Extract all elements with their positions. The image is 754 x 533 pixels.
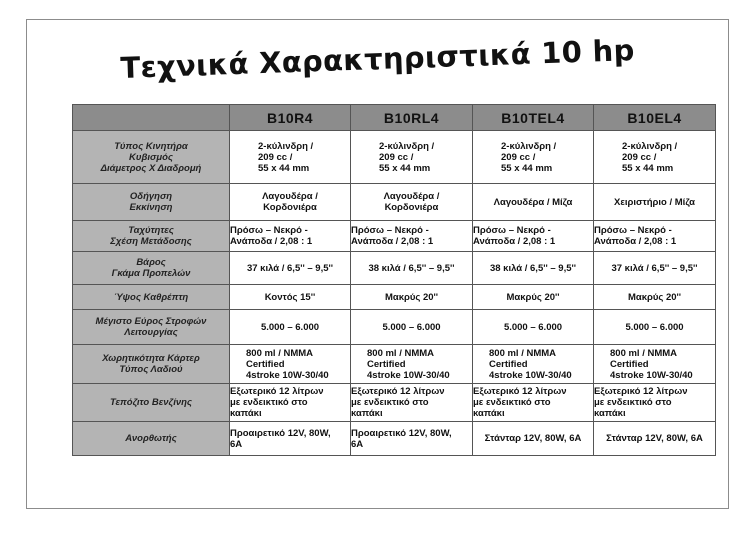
- cell-line: 2-κύλινδρη /: [379, 140, 435, 152]
- cell-line: Εξωτερικό 12 λίτρων: [594, 386, 688, 397]
- cell-line: Κορδονιέρα: [263, 202, 317, 213]
- label-line: Χωρητικότητα Κάρτερ: [102, 353, 200, 364]
- cell-line: Μακρύς 20'': [627, 291, 682, 303]
- table-cell: [351, 131, 473, 184]
- cell-line: 38 κιλά / 6,5'' – 9,5'': [368, 262, 455, 274]
- cell-line: 4stroke 10W-30/40: [610, 369, 693, 381]
- label-line: Ανορθωτής: [125, 433, 177, 444]
- table-row: [73, 285, 716, 310]
- table-cell: [230, 184, 351, 221]
- label-line: Εκκίνηση: [129, 202, 173, 213]
- cell-line: 2-κύλινδρη /: [258, 140, 314, 152]
- table-cell: [351, 285, 473, 310]
- cell-line: Λαγουδέρα /: [383, 191, 440, 202]
- cell-line: 6A: [230, 438, 243, 450]
- cell-line: Στάνταρ 12V, 80W, 6A: [606, 433, 703, 444]
- row-label: [73, 285, 230, 310]
- table-cell: [230, 131, 351, 184]
- cell-line: 37 κιλά / 6,5'' – 9,5'': [611, 262, 698, 274]
- table-cell: [594, 252, 716, 285]
- label-line: Μέγιστο Εύρος Στροφών: [95, 316, 207, 327]
- cell-line: 800 ml / NMMA: [489, 347, 557, 359]
- cell-line: Κοντός 15'': [264, 291, 316, 303]
- label-line: Ταχύτητες: [128, 225, 174, 236]
- cell-line: 800 ml / NMMA: [610, 347, 678, 359]
- cell-line: Εξωτερικό 12 λίτρων: [351, 386, 445, 397]
- table-row: [73, 252, 716, 285]
- table-cell: [594, 310, 716, 345]
- cell-line: 209 cc /: [622, 151, 657, 163]
- table-cell: [351, 221, 473, 252]
- cell-line: 5.000 – 6.000: [503, 321, 563, 333]
- cell-line: 209 cc /: [379, 151, 414, 163]
- table-cell: [351, 384, 473, 422]
- label-line: Τύπος Λαδιού: [119, 364, 183, 375]
- model-header: B10TEL4: [473, 105, 594, 131]
- cell-line: 55 x 44 mm: [501, 162, 553, 174]
- cell-line: 55 x 44 mm: [258, 162, 310, 174]
- row-label: [73, 184, 230, 221]
- label-line: Βάρος: [136, 257, 166, 268]
- table-cell: [351, 252, 473, 285]
- cell-line: 4stroke 10W-30/40: [246, 369, 329, 381]
- cell-line: Certified: [489, 358, 528, 370]
- row-label: [73, 131, 230, 184]
- cell-line: 38 κιλά / 6,5'' – 9,5'': [489, 262, 577, 274]
- cell-line: Ανάποδα / 2,08 : 1: [351, 236, 434, 247]
- table-cell: [473, 345, 594, 384]
- table-cell: [230, 384, 351, 422]
- cell-line: 2-κύλινδρη /: [622, 140, 678, 152]
- table-row: [73, 184, 716, 221]
- table-row: [73, 131, 716, 184]
- table-cell: [351, 310, 473, 345]
- cell-line: καπάκι: [473, 408, 505, 419]
- cell-line: 800 ml / NMMA: [246, 347, 314, 359]
- table-cell: [230, 285, 351, 310]
- cell-line: με ενδεικτικό στο: [351, 397, 429, 408]
- model-header: B10RL4: [351, 105, 473, 131]
- label-line: Οδήγηση: [129, 191, 173, 202]
- row-label: [73, 252, 230, 285]
- table-cell: [473, 131, 594, 184]
- cell-line: Λαγουδέρα /: [262, 191, 318, 202]
- cell-line: Κορδονιέρα: [384, 202, 439, 213]
- cell-line: Μακρύς 20'': [506, 291, 560, 303]
- label-line: Σχέση Μετάδοσης: [110, 236, 192, 247]
- cell-line: 209 cc /: [258, 151, 293, 163]
- row-label: [73, 221, 230, 252]
- table-cell: [594, 285, 716, 310]
- slide-title: Τεχνικά Χαρακτηριστικά 10 hp: [119, 33, 636, 85]
- table-cell: [473, 310, 594, 345]
- model-header: B10EL4: [594, 105, 716, 131]
- cell-line: 55 x 44 mm: [622, 162, 674, 174]
- cell-line: 5.000 – 6.000: [382, 321, 441, 333]
- cell-line: Ανάποδα / 2,08 : 1: [594, 236, 677, 247]
- cell-line: Ανάποδα / 2,08 : 1: [473, 236, 556, 247]
- spec-table: [72, 104, 716, 456]
- cell-line: Ανάποδα / 2,08 : 1: [230, 236, 313, 247]
- table-cell: [230, 310, 351, 345]
- cell-line: Certified: [610, 358, 649, 370]
- cell-line: καπάκι: [351, 408, 383, 419]
- cell-line: Προαιρετικό 12V, 80W,: [351, 427, 452, 439]
- cell-line: Εξωτερικό 12 λίτρων: [473, 386, 567, 397]
- cell-line: Μακρύς 20'': [384, 291, 439, 303]
- table-row: [73, 221, 716, 252]
- row-label: [73, 345, 230, 384]
- cell-line: 800 ml / NMMA: [367, 347, 435, 359]
- cell-line: με ενδεικτικό στο: [594, 397, 672, 408]
- label-line: Τεπόζιτο Βενζίνης: [110, 397, 192, 408]
- cell-line: Πρόσω – Νεκρό -: [351, 225, 429, 236]
- table-cell: [351, 184, 473, 221]
- cell-line: 4stroke 10W-30/40: [489, 369, 572, 381]
- label-line: Κυβισμός: [129, 151, 173, 163]
- table-cell: [594, 131, 716, 184]
- cell-line: 55 x 44 mm: [379, 162, 431, 174]
- cell-line: 4stroke 10W-30/40: [367, 369, 450, 381]
- table-cell: [230, 422, 351, 456]
- table-cell: [473, 422, 594, 456]
- table-cell: [473, 221, 594, 252]
- table-row: [73, 345, 716, 384]
- cell-line: Προαιρετικό 12V, 80W,: [230, 427, 331, 439]
- row-label: [73, 310, 230, 345]
- cell-line: Πρόσω – Νεκρό -: [473, 225, 551, 236]
- header-row: [73, 105, 716, 131]
- cell-line: 209 cc /: [501, 151, 536, 163]
- cell-line: Λαγουδέρα / Μίζα: [493, 196, 573, 208]
- cell-line: Στάνταρ 12V, 80W, 6A: [484, 433, 582, 444]
- model-header: B10R4: [230, 105, 351, 131]
- table-cell: [473, 184, 594, 221]
- table-cell: [594, 422, 716, 456]
- table-cell: [230, 221, 351, 252]
- table-cell: [594, 384, 716, 422]
- cell-line: με ενδεικτικό στο: [230, 397, 308, 408]
- label-line: Διάμετρος Χ Διαδρομή: [100, 162, 202, 174]
- table-cell: [351, 422, 473, 456]
- cell-line: καπάκι: [594, 408, 626, 419]
- cell-line: Εξωτερικό 12 λίτρων: [230, 386, 324, 397]
- table-cell: [473, 384, 594, 422]
- row-label: [73, 422, 230, 456]
- row-label: [73, 384, 230, 422]
- table-cell: [594, 345, 716, 384]
- table-cell: [594, 221, 716, 252]
- table-row: [73, 384, 716, 422]
- cell-line: Certified: [246, 358, 285, 370]
- table-cell: [473, 252, 594, 285]
- table-row: [73, 422, 716, 456]
- cell-line: 5.000 – 6.000: [625, 321, 684, 333]
- table-row: [73, 310, 716, 345]
- cell-line: καπάκι: [230, 408, 262, 419]
- slide: [26, 19, 729, 509]
- cell-line: Πρόσω – Νεκρό -: [230, 225, 308, 236]
- table-cell: [351, 345, 473, 384]
- header-corner: [73, 105, 230, 131]
- cell-line: 6A: [351, 438, 364, 450]
- cell-line: με ενδεικτικό στο: [473, 397, 551, 408]
- cell-line: Certified: [367, 358, 406, 370]
- table-cell: [230, 252, 351, 285]
- cell-line: 37 κιλά / 6,5'' – 9,5'': [246, 262, 334, 274]
- label-line: Τύπος Κινητήρα: [114, 140, 188, 152]
- cell-line: 5.000 – 6.000: [260, 321, 320, 333]
- label-line: Ύψος Καθρέπτη: [113, 291, 189, 303]
- label-line: Λειτουργίας: [124, 327, 178, 338]
- cell-line: Πρόσω – Νεκρό -: [594, 225, 672, 236]
- table-cell: [594, 184, 716, 221]
- table-cell: [230, 345, 351, 384]
- label-line: Γκάμα Προπελών: [111, 268, 191, 279]
- cell-line: 2-κύλινδρη /: [501, 140, 557, 152]
- cell-line: Χειριστήριο / Μίζα: [613, 196, 695, 208]
- table-cell: [473, 285, 594, 310]
